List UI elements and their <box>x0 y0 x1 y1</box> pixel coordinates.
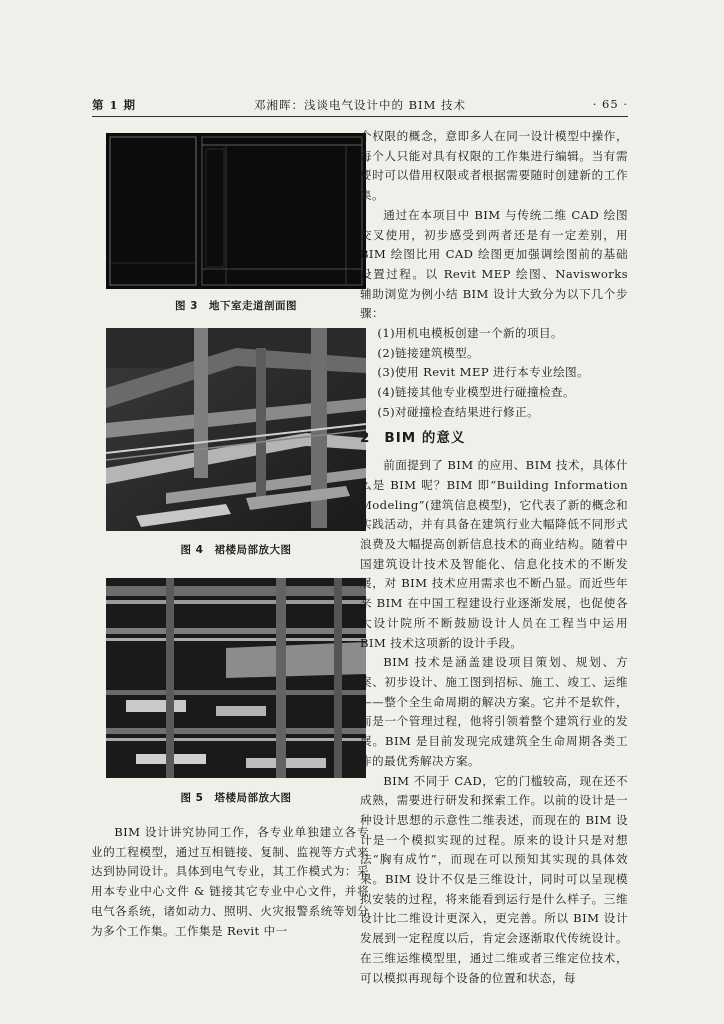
paragraph: BIM 技术是涵盖建设项目策划、规划、方案、初步设计、施工图到招标、施工、竣工、运维——整个全生命周期的解决方案。它并不是软件，而是一个管理过程，他将引领着整个建筑行业的发展。BIM 是目前发现完成建筑全生命周期各类工作的最优秀解决方案。 <box>360 655 628 768</box>
list-item: (3)使用 Revit MEP 进行本专业绘图。 <box>377 365 590 380</box>
tower-3d-model <box>106 578 366 778</box>
step-list <box>360 324 628 423</box>
section-number: 2 <box>360 429 371 446</box>
running-title: 邓湘晖：浅谈电气设计中的 BIM 技术 <box>253 98 467 112</box>
figure-5-caption: 图 5 塔楼局部放大图 <box>180 792 292 804</box>
paragraph: BIM 不同于 CAD，它的门槛较高，现在还不成熟，需要进行研发和探索工作。以前的设计是一种设计思想的示意性二维表述，而现在的 BIM 设计是一个模拟实现的过程。原来的设计只是对想法“胸有成竹”，而现在可以预知其实现的具体效果。BIM 设计不仅是三维设计，同时可以呈现模拟安装的过程，将来能看到运行是什么样子。三维设计比二维设计更深入，更完善。所以 BIM 设计发展到一定程度以后，肯定会逐渐取代传统设计。在三维运维模型里，通过二维或者三维定位技术，可以模拟再现每个设备的位置和状态，每 <box>360 773 628 985</box>
page-number: · 65 · <box>592 97 628 111</box>
figure-3-caption: 图 3 地下室走道剖面图 <box>175 300 297 312</box>
figure-3-image <box>106 133 366 289</box>
list-item: (5)对碰撞检查结果进行修正。 <box>377 404 539 419</box>
podium-3d-model <box>106 328 366 531</box>
left-column-text <box>91 823 369 941</box>
paragraph: BIM 设计讲究协同工作，各专业单独建立各专业的工程模型，通过互相链接、复制、监视等方式来达到协同设计。具体到电气专业，其工作模式为：采用本专业中心文件 & 链接其它专业中心文件，并将电气各系统，诸如动力、照明、火灾报警系统等划分为多个工作集。工作集是 Revit 中一 <box>91 825 369 938</box>
running-header <box>92 96 628 117</box>
section-drawing <box>106 133 366 289</box>
figure-4-caption: 图 4 裙楼局部放大图 <box>180 544 292 556</box>
section-heading <box>360 429 628 449</box>
figure-5-image <box>106 578 366 778</box>
paragraph: 前面提到了 BIM 的应用、BIM 技术，具体什么是 BIM 呢？BIM 即“Building Information Modeling”(建筑信息模型)，它代表了新的概念和实践活动，并有具备在建筑行业大幅降低不同形式浪费及大幅提高创新信息技术的商业结构。随着中国建筑设计技术及智能化、信息化技术的不断发展，对 BIM 技术应用需求也不断凸显。而近些年来 BIM 在中国工程建设行业逐渐发展，也促使各大设计院所不断鼓励设计人员在工程当中运用 BIM 技术这项新的设计手段。 <box>360 458 628 650</box>
paragraph: 通过在本项目中 BIM 与传统二维 CAD 绘图交叉使用，初步感受到两者还是有一定差别，用 BIM 绘图比用 CAD 绘图更加强调绘图前的基础设置过程。以 Revit MEP 绘图、Navisworks 辅助浏览为例小结 BIM 设计大致分为以下几个步骤： <box>360 207 628 321</box>
list-item: (1)用机电模板创建一个新的项目。 <box>377 326 563 341</box>
issue-number: 第 1 期 <box>92 98 137 112</box>
section-title: BIM 的意义 <box>384 429 466 446</box>
list-item: (2)链接建筑模型。 <box>377 345 479 360</box>
list-item: (4)链接其他专业模型进行碰撞检查。 <box>377 385 575 400</box>
right-column-text <box>360 127 628 988</box>
paragraph: 个权限的概念，意即多人在同一设计模型中操作，每个人只能对具有权限的工作集进行编辑。当有需要时可以借用权限或者根据需要随时创建新的工作集。 <box>360 129 628 203</box>
figure-4-image <box>106 328 366 531</box>
